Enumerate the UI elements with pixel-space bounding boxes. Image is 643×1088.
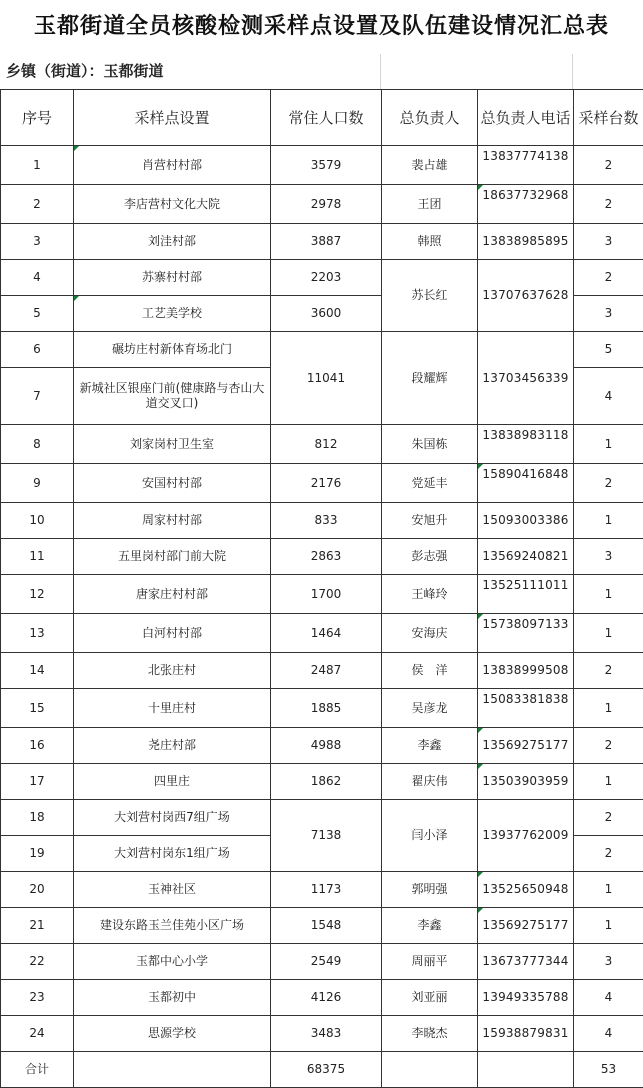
cell-site: 北张庄村 xyxy=(74,653,271,689)
cell-no: 12 xyxy=(1,575,74,614)
cell-stations: 1 xyxy=(574,575,643,614)
cell-stations: 3 xyxy=(574,539,643,575)
table-row xyxy=(1,425,643,464)
cell-leader: 李鑫 xyxy=(382,728,478,764)
summary-table xyxy=(0,89,643,1088)
cell-population: 3579 xyxy=(271,146,382,185)
cell-leader: 刘亚丽 xyxy=(382,980,478,1016)
header-phone: 总负责人电话 xyxy=(478,90,574,146)
table-row xyxy=(1,539,643,575)
cell-phone: 13949335788 xyxy=(478,980,574,1016)
cell-leader: 裴占雄 xyxy=(382,146,478,185)
header-population: 常住人口数 xyxy=(271,90,382,146)
cell-phone: 13838985895 xyxy=(478,224,574,260)
cell-population: 2863 xyxy=(271,539,382,575)
cell-site: 尧庄村部 xyxy=(74,728,271,764)
cell-leader: 翟庆伟 xyxy=(382,764,478,800)
cell-population: 1173 xyxy=(271,872,382,908)
cell-leader: 周丽平 xyxy=(382,944,478,980)
cell-site: 四里庄 xyxy=(74,764,271,800)
cell-no: 8 xyxy=(1,425,74,464)
cell-no: 18 xyxy=(1,800,74,836)
cell-population: 2549 xyxy=(271,944,382,980)
cell-population: 2176 xyxy=(271,464,382,503)
cell-population: 4126 xyxy=(271,980,382,1016)
cell-no: 19 xyxy=(1,836,74,872)
cell-population: 2978 xyxy=(271,185,382,224)
cell-phone: 13838999508 xyxy=(478,653,574,689)
cell-stations: 1 xyxy=(574,425,643,464)
cell-population: 1885 xyxy=(271,689,382,728)
table-row xyxy=(1,944,643,980)
cell-population: 3600 xyxy=(271,296,382,332)
cell-stations: 4 xyxy=(574,368,643,425)
cell-no: 3 xyxy=(1,224,74,260)
cell-site: 五里岗村部门前大院 xyxy=(74,539,271,575)
cell-site: 大刘营村岗西7组广场 xyxy=(74,800,271,836)
header-leader: 总负责人 xyxy=(382,90,478,146)
cell-leader: 苏长红 xyxy=(382,260,478,332)
header-stations: 采样台数 xyxy=(574,90,643,146)
cell-phone: 13703456339 xyxy=(478,332,574,425)
cell-leader: 吴彦龙 xyxy=(382,689,478,728)
cell-leader: 党延丰 xyxy=(382,464,478,503)
cell-no: 2 xyxy=(1,185,74,224)
cell-no: 21 xyxy=(1,908,74,944)
table-row xyxy=(1,614,643,653)
cell-population: 11041 xyxy=(271,332,382,425)
total-site-empty xyxy=(74,1052,271,1088)
table-row xyxy=(1,872,643,908)
cell-population: 3887 xyxy=(271,224,382,260)
cell-site: 碾坊庄村新体育场北门 xyxy=(74,332,271,368)
cell-phone: 15938879831 xyxy=(478,1016,574,1052)
cell-leader: 闫小泽 xyxy=(382,800,478,872)
cell-no: 5 xyxy=(1,296,74,332)
cell-leader: 韩照 xyxy=(382,224,478,260)
cell-stations: 2 xyxy=(574,260,643,296)
cell-no: 4 xyxy=(1,260,74,296)
cell-phone: 13838983118 xyxy=(478,425,574,464)
cell-leader: 李鑫 xyxy=(382,908,478,944)
cell-no: 13 xyxy=(1,614,74,653)
cell-phone: 13569275177 xyxy=(478,728,574,764)
total-stations: 53 xyxy=(574,1052,643,1088)
header-site: 采样点设置 xyxy=(74,90,271,146)
cell-population: 1548 xyxy=(271,908,382,944)
table-row xyxy=(1,1016,643,1052)
cell-population: 833 xyxy=(271,503,382,539)
cell-population: 1862 xyxy=(271,764,382,800)
cell-stations: 2 xyxy=(574,800,643,836)
table-row xyxy=(1,332,643,368)
table-row xyxy=(1,260,643,296)
cell-stations: 3 xyxy=(574,944,643,980)
cell-stations: 2 xyxy=(574,836,643,872)
cell-phone: 13569275177 xyxy=(478,908,574,944)
cell-phone: 13569240821 xyxy=(478,539,574,575)
cell-no: 22 xyxy=(1,944,74,980)
cell-leader: 彭志强 xyxy=(382,539,478,575)
cell-no: 16 xyxy=(1,728,74,764)
cell-site: 刘家岗村卫生室 xyxy=(74,425,271,464)
table-row xyxy=(1,503,643,539)
total-phone-empty xyxy=(478,1052,574,1088)
cell-no: 6 xyxy=(1,332,74,368)
cell-no: 1 xyxy=(1,146,74,185)
cell-stations: 1 xyxy=(574,908,643,944)
cell-phone: 18637732968 xyxy=(478,185,574,224)
cell-phone: 13525111011 xyxy=(478,575,574,614)
cell-population: 2487 xyxy=(271,653,382,689)
cell-no: 24 xyxy=(1,1016,74,1052)
cell-population: 1464 xyxy=(271,614,382,653)
cell-phone: 15890416848 xyxy=(478,464,574,503)
cell-stations: 1 xyxy=(574,764,643,800)
cell-stations: 1 xyxy=(574,503,643,539)
cell-phone: 13837774138 xyxy=(478,146,574,185)
cell-leader: 郭明强 xyxy=(382,872,478,908)
table-row xyxy=(1,908,643,944)
cell-stations: 2 xyxy=(574,146,643,185)
table-row xyxy=(1,980,643,1016)
cell-site: 新城社区银座门前(健康路与杏山大道交叉口) xyxy=(74,368,271,425)
cell-leader: 段耀辉 xyxy=(382,332,478,425)
cell-leader: 王峰玲 xyxy=(382,575,478,614)
cell-phone: 13503903959 xyxy=(478,764,574,800)
total-leader-empty xyxy=(382,1052,478,1088)
cell-site: 白河村村部 xyxy=(74,614,271,653)
cell-site: 安国村村部 xyxy=(74,464,271,503)
cell-no: 9 xyxy=(1,464,74,503)
cell-no: 10 xyxy=(1,503,74,539)
cell-site: 思源学校 xyxy=(74,1016,271,1052)
table-row xyxy=(1,728,643,764)
cell-site: 玉神社区 xyxy=(74,872,271,908)
cell-site: 工艺美学校 xyxy=(74,296,271,332)
subtitle-township: 乡镇（街道）：玉都街道 xyxy=(6,54,164,89)
cell-phone: 13673777344 xyxy=(478,944,574,980)
cell-phone: 15083381838 xyxy=(478,689,574,728)
cell-no: 14 xyxy=(1,653,74,689)
table-row xyxy=(1,464,643,503)
cell-phone: 13707637628 xyxy=(478,260,574,332)
cell-site: 大刘营村岗东1组广场 xyxy=(74,836,271,872)
cell-no: 20 xyxy=(1,872,74,908)
cell-site: 玉都中心小学 xyxy=(74,944,271,980)
cell-leader: 侯 洋 xyxy=(382,653,478,689)
gridline xyxy=(572,54,573,89)
cell-population: 812 xyxy=(271,425,382,464)
cell-no: 23 xyxy=(1,980,74,1016)
table-row xyxy=(1,653,643,689)
cell-site: 建设东路玉兰佳苑小区广场 xyxy=(74,908,271,944)
cell-stations: 2 xyxy=(574,464,643,503)
cell-population: 1700 xyxy=(271,575,382,614)
cell-no: 15 xyxy=(1,689,74,728)
cell-phone: 13525650948 xyxy=(478,872,574,908)
cell-phone: 15093003386 xyxy=(478,503,574,539)
cell-no: 11 xyxy=(1,539,74,575)
cell-stations: 2 xyxy=(574,185,643,224)
cell-stations: 2 xyxy=(574,653,643,689)
cell-site: 周家村村部 xyxy=(74,503,271,539)
table-row xyxy=(1,575,643,614)
cell-stations: 1 xyxy=(574,689,643,728)
cell-population: 3483 xyxy=(271,1016,382,1052)
cell-stations: 3 xyxy=(574,224,643,260)
cell-population: 7138 xyxy=(271,800,382,872)
cell-no: 7 xyxy=(1,368,74,425)
cell-stations: 1 xyxy=(574,614,643,653)
table-row xyxy=(1,185,643,224)
cell-site: 苏寨村村部 xyxy=(74,260,271,296)
cell-leader: 朱国栋 xyxy=(382,425,478,464)
cell-phone: 15738097133 xyxy=(478,614,574,653)
page-title: 玉都街道全员核酸检测采样点设置及队伍建设情况汇总表 xyxy=(0,0,643,54)
cell-population: 2203 xyxy=(271,260,382,296)
total-population: 68375 xyxy=(271,1052,382,1088)
cell-stations: 2 xyxy=(574,728,643,764)
cell-leader: 安海庆 xyxy=(382,614,478,653)
cell-stations: 4 xyxy=(574,1016,643,1052)
cell-site: 玉都初中 xyxy=(74,980,271,1016)
cell-site: 肖营村村部 xyxy=(74,146,271,185)
table-row xyxy=(1,224,643,260)
gridline xyxy=(380,54,381,89)
cell-leader: 王团 xyxy=(382,185,478,224)
total-label: 合计 xyxy=(1,1052,74,1088)
subtitle-row xyxy=(0,54,643,89)
table-row xyxy=(1,689,643,728)
table-header-row xyxy=(1,90,643,146)
cell-stations: 1 xyxy=(574,872,643,908)
cell-site: 刘洼村部 xyxy=(74,224,271,260)
cell-phone: 13937762009 xyxy=(478,800,574,872)
cell-site: 唐家庄村村部 xyxy=(74,575,271,614)
cell-stations: 3 xyxy=(574,296,643,332)
cell-stations: 4 xyxy=(574,980,643,1016)
cell-leader: 李晓杰 xyxy=(382,1016,478,1052)
cell-leader: 安旭升 xyxy=(382,503,478,539)
cell-population: 4988 xyxy=(271,728,382,764)
cell-no: 17 xyxy=(1,764,74,800)
header-no: 序号 xyxy=(1,90,74,146)
table-row xyxy=(1,146,643,185)
table-total-row xyxy=(1,1052,643,1088)
cell-stations: 5 xyxy=(574,332,643,368)
cell-site: 李店营村文化大院 xyxy=(74,185,271,224)
cell-site: 十里庄村 xyxy=(74,689,271,728)
table-row xyxy=(1,764,643,800)
table-row xyxy=(1,800,643,836)
